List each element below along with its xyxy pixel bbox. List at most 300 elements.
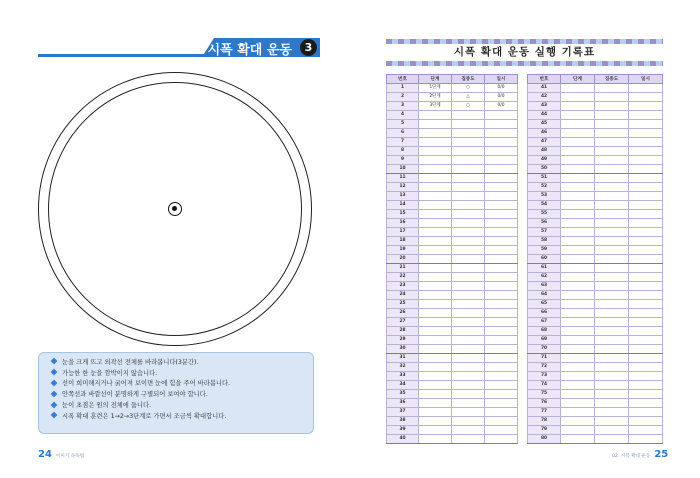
table-row: [528, 372, 663, 381]
cell-number: 1: [387, 84, 419, 93]
cell-stage: [561, 102, 595, 111]
cell-date: [485, 291, 518, 300]
table-row: [528, 417, 663, 426]
cell-focus: [595, 165, 629, 174]
cell-stage: [561, 327, 595, 336]
cell-number: 56: [528, 219, 561, 228]
table-row: [387, 174, 518, 183]
table-row: [528, 237, 663, 246]
diamond-bullet-icon: [51, 412, 58, 419]
cell-focus: [452, 219, 485, 228]
cell-number: 2: [387, 93, 419, 102]
cell-stage: [419, 174, 452, 183]
cell-focus: [595, 174, 629, 183]
cell-stage: [419, 111, 452, 120]
cell-focus: [452, 354, 485, 363]
cell-focus: [452, 129, 485, 138]
cell-date: [485, 138, 518, 147]
cell-number: 40: [387, 435, 419, 444]
table-row: [528, 363, 663, 372]
table-row: [387, 183, 518, 192]
cell-number: 22: [387, 273, 419, 282]
cell-number: 55: [528, 210, 561, 219]
table-row: [528, 111, 663, 120]
cell-number: 72: [528, 363, 561, 372]
cell-number: 9: [387, 156, 419, 165]
cell-stage: [561, 264, 595, 273]
cell-stage: 2단계: [419, 93, 452, 102]
cell-stage: [561, 426, 595, 435]
cell-number: 21: [387, 264, 419, 273]
cell-date: [485, 381, 518, 390]
cell-stage: [419, 273, 452, 282]
cell-number: 51: [528, 174, 561, 183]
cell-stage: [561, 120, 595, 129]
visual-span-circle: [38, 72, 312, 346]
cell-stage: [561, 138, 595, 147]
cell-date: [629, 399, 663, 408]
cell-stage: [419, 255, 452, 264]
cell-date: [485, 165, 518, 174]
cell-stage: [561, 273, 595, 282]
cell-date: [485, 129, 518, 138]
cell-date: [485, 147, 518, 156]
cell-date: [629, 147, 663, 156]
cell-stage: [419, 219, 452, 228]
cell-number: 41: [528, 84, 561, 93]
cell-date: [629, 228, 663, 237]
diamond-bullet-icon: [51, 401, 58, 408]
table-row: [528, 318, 663, 327]
cell-stage: [419, 327, 452, 336]
cell-number: 6: [387, 129, 419, 138]
cell-focus: [595, 408, 629, 417]
cell-date: [629, 102, 663, 111]
cell-focus: [595, 93, 629, 102]
cell-date: [629, 327, 663, 336]
instruction-text: 안쪽선과 바깥선이 분명하게 구별되어 보여야 합니다.: [62, 391, 208, 399]
cell-stage: [561, 165, 595, 174]
cell-number: 18: [387, 237, 419, 246]
cell-date: [485, 390, 518, 399]
cell-stage: [561, 84, 595, 93]
cell-number: 62: [528, 273, 561, 282]
cell-date: [629, 183, 663, 192]
header-date: 일시: [485, 75, 518, 84]
instruction-item: [51, 356, 305, 367]
cell-number: 70: [528, 345, 561, 354]
page-number: 24: [38, 449, 52, 460]
section-banner: [38, 38, 320, 58]
record-table-left: [386, 74, 518, 444]
table-row: [528, 327, 663, 336]
cell-number: 8: [387, 147, 419, 156]
cell-stage: [419, 147, 452, 156]
cell-stage: [561, 255, 595, 264]
cell-focus: [595, 381, 629, 390]
table-row: [387, 138, 518, 147]
cell-date: [485, 255, 518, 264]
instruction-item: [51, 388, 305, 399]
cell-date: [485, 120, 518, 129]
cell-date: [485, 309, 518, 318]
cell-date: [485, 237, 518, 246]
header-number: 번호: [528, 75, 561, 84]
table-row: [387, 273, 518, 282]
cell-date: [485, 246, 518, 255]
cell-focus: [452, 291, 485, 300]
cell-number: 35: [387, 390, 419, 399]
cell-stage: [419, 408, 452, 417]
cell-focus: [452, 192, 485, 201]
cell-number: 29: [387, 336, 419, 345]
table-row: [528, 201, 663, 210]
header-focus: 집중도: [595, 75, 629, 84]
table-row: [528, 93, 663, 102]
cell-number: 61: [528, 264, 561, 273]
cell-focus: [595, 84, 629, 93]
cell-stage: [561, 408, 595, 417]
cell-date: [629, 255, 663, 264]
cell-number: 68: [528, 327, 561, 336]
cell-stage: [419, 336, 452, 345]
cell-number: 38: [387, 417, 419, 426]
cell-stage: [561, 372, 595, 381]
table-row: [528, 354, 663, 363]
cell-date: [629, 336, 663, 345]
instruction-item: [51, 378, 305, 389]
cell-stage: [419, 120, 452, 129]
cell-date: [485, 201, 518, 210]
cell-date: [485, 192, 518, 201]
table-row: [387, 318, 518, 327]
cell-stage: [561, 147, 595, 156]
table-row: [387, 327, 518, 336]
table-row: [387, 255, 518, 264]
cell-number: 17: [387, 228, 419, 237]
cell-date: [629, 192, 663, 201]
table-row: [528, 381, 663, 390]
cell-focus: [595, 138, 629, 147]
cell-stage: [561, 129, 595, 138]
cell-focus: [452, 282, 485, 291]
cell-date: [485, 354, 518, 363]
table-row: [387, 210, 518, 219]
cell-focus: [595, 237, 629, 246]
cell-date: [629, 210, 663, 219]
cell-number: 32: [387, 363, 419, 372]
cell-focus: [595, 309, 629, 318]
cell-number: 4: [387, 111, 419, 120]
table-header-row: [528, 75, 663, 84]
cell-stage: [561, 93, 595, 102]
cell-stage: [561, 210, 595, 219]
cell-date: [485, 399, 518, 408]
cell-number: 20: [387, 255, 419, 264]
cell-date: [485, 345, 518, 354]
cell-number: 57: [528, 228, 561, 237]
cell-stage: [419, 372, 452, 381]
cell-focus: [595, 426, 629, 435]
cell-date: [629, 345, 663, 354]
table-row: [528, 408, 663, 417]
table-row: [387, 381, 518, 390]
cell-focus: [595, 246, 629, 255]
page-title: 시폭 확대 운동: [207, 43, 292, 58]
cell-focus: [595, 282, 629, 291]
cell-date: [485, 435, 518, 444]
instruction-text: 선이 희미해지거나 굵어져 보이면 눈에 힘을 주어 바라봅니다.: [62, 380, 231, 388]
cell-date: [629, 219, 663, 228]
cell-stage: [419, 246, 452, 255]
cell-stage: [419, 399, 452, 408]
cell-number: 36: [387, 399, 419, 408]
cell-stage: [561, 363, 595, 372]
cell-number: 44: [528, 111, 561, 120]
table-row: [387, 300, 518, 309]
cell-focus: [595, 372, 629, 381]
cell-focus: [595, 354, 629, 363]
table-row: [528, 138, 663, 147]
instruction-text: 눈을 크게 뜨고 외곽선 전체를 바라봅니다(3분간).: [62, 358, 199, 366]
table-row: [528, 309, 663, 318]
cell-number: 63: [528, 282, 561, 291]
cell-focus: [452, 399, 485, 408]
cell-number: 23: [387, 282, 419, 291]
table-row: [387, 228, 518, 237]
cell-focus: [595, 318, 629, 327]
cell-number: 77: [528, 408, 561, 417]
cell-stage: [419, 201, 452, 210]
cell-number: 59: [528, 246, 561, 255]
cell-focus: [595, 156, 629, 165]
cell-number: 58: [528, 237, 561, 246]
cell-stage: [561, 309, 595, 318]
cell-number: 53: [528, 192, 561, 201]
cell-date: [629, 138, 663, 147]
cell-stage: [561, 435, 595, 444]
cell-date: [485, 336, 518, 345]
cell-date: [629, 120, 663, 129]
cell-stage: [419, 381, 452, 390]
header-date: 일시: [629, 75, 663, 84]
cell-stage: [419, 354, 452, 363]
table-row: [387, 237, 518, 246]
record-table-right: [527, 74, 663, 444]
table-row: [528, 345, 663, 354]
cell-focus: [452, 246, 485, 255]
cell-focus: [595, 183, 629, 192]
cell-stage: [561, 237, 595, 246]
table-row: [528, 399, 663, 408]
cell-focus: [452, 273, 485, 282]
cell-focus: [595, 300, 629, 309]
cell-date: [629, 408, 663, 417]
cell-date: [485, 372, 518, 381]
cell-number: 78: [528, 417, 561, 426]
cell-number: 33: [387, 372, 419, 381]
cell-focus: [595, 120, 629, 129]
cell-stage: [419, 165, 452, 174]
cell-date: [485, 300, 518, 309]
cell-date: [485, 156, 518, 165]
cell-number: 31: [387, 354, 419, 363]
cell-focus: [452, 120, 485, 129]
cell-focus: [452, 264, 485, 273]
cell-date: [629, 165, 663, 174]
cell-date: [485, 282, 518, 291]
table-row: [528, 255, 663, 264]
cell-stage: [419, 390, 452, 399]
cell-date: 0/0: [485, 84, 518, 93]
cell-date: [629, 435, 663, 444]
footer-label: 이미지 속독법: [55, 454, 85, 459]
cell-date: [485, 273, 518, 282]
table-row: [528, 273, 663, 282]
cell-focus: [452, 363, 485, 372]
cell-date: [485, 318, 518, 327]
cell-focus: [452, 156, 485, 165]
cell-focus: [595, 228, 629, 237]
table-row: [387, 129, 518, 138]
table-row: [528, 246, 663, 255]
cell-focus: [452, 183, 485, 192]
cell-date: [485, 327, 518, 336]
cell-date: [629, 84, 663, 93]
cell-number: 15: [387, 210, 419, 219]
diamond-bullet-icon: [51, 380, 58, 387]
table-row: [387, 399, 518, 408]
cell-date: [629, 417, 663, 426]
table-row: [387, 93, 518, 102]
cell-focus: [595, 201, 629, 210]
cell-date: [485, 426, 518, 435]
cell-date: [629, 174, 663, 183]
cell-stage: [561, 282, 595, 291]
cell-stage: [419, 318, 452, 327]
cell-date: [629, 201, 663, 210]
cell-focus: [452, 345, 485, 354]
cell-stage: [419, 183, 452, 192]
table-row: [528, 174, 663, 183]
cell-stage: [561, 228, 595, 237]
cell-focus: [452, 309, 485, 318]
table-row: [387, 354, 518, 363]
cell-number: 80: [528, 435, 561, 444]
table-row: [387, 246, 518, 255]
table-row: [387, 102, 518, 111]
cell-focus: [595, 327, 629, 336]
cell-stage: [419, 435, 452, 444]
cell-date: [629, 264, 663, 273]
record-sheet-title: 시폭 확대 운동 실행 기록표: [386, 44, 663, 61]
cell-focus: [595, 273, 629, 282]
cell-stage: [419, 300, 452, 309]
cell-date: [629, 246, 663, 255]
table-row: [387, 390, 518, 399]
cell-stage: [561, 246, 595, 255]
cell-number: 13: [387, 192, 419, 201]
cell-stage: [419, 156, 452, 165]
cell-number: 43: [528, 102, 561, 111]
cell-number: 75: [528, 390, 561, 399]
cell-number: 28: [387, 327, 419, 336]
table-row: [387, 201, 518, 210]
right-footer: [612, 449, 668, 460]
instruction-item: [51, 367, 305, 378]
cell-focus: [452, 372, 485, 381]
cell-number: 5: [387, 120, 419, 129]
cell-number: 69: [528, 336, 561, 345]
cell-date: [629, 291, 663, 300]
cell-number: 52: [528, 183, 561, 192]
cell-number: 76: [528, 399, 561, 408]
table-row: [387, 408, 518, 417]
cell-stage: [419, 282, 452, 291]
cell-focus: [452, 237, 485, 246]
cell-stage: [561, 399, 595, 408]
cell-focus: [595, 291, 629, 300]
cell-focus: [452, 201, 485, 210]
instruction-item: [51, 399, 305, 410]
table-row: [387, 120, 518, 129]
instruction-item: [51, 410, 305, 421]
cell-stage: [419, 237, 452, 246]
cell-number: 64: [528, 291, 561, 300]
cell-number: 26: [387, 309, 419, 318]
cell-stage: [561, 300, 595, 309]
cell-number: 14: [387, 201, 419, 210]
table-row: [387, 147, 518, 156]
cell-focus: [452, 300, 485, 309]
cell-date: [629, 363, 663, 372]
table-row: [528, 336, 663, 345]
cell-focus: [452, 327, 485, 336]
table-row: [528, 228, 663, 237]
cell-focus: [452, 426, 485, 435]
cell-stage: [419, 345, 452, 354]
cell-focus: [595, 363, 629, 372]
cell-focus: [452, 318, 485, 327]
cell-stage: [419, 138, 452, 147]
cell-focus: [452, 228, 485, 237]
table-row: [387, 372, 518, 381]
cell-focus: [595, 336, 629, 345]
cell-stage: [561, 183, 595, 192]
cell-focus: [452, 210, 485, 219]
cell-number: 49: [528, 156, 561, 165]
cell-date: [629, 372, 663, 381]
cell-stage: [561, 381, 595, 390]
cell-date: 0/0: [485, 93, 518, 102]
cell-focus: ○: [452, 84, 485, 93]
cell-date: [629, 426, 663, 435]
cell-focus: [452, 417, 485, 426]
cell-number: 67: [528, 318, 561, 327]
table-row: [387, 264, 518, 273]
page-number: 25: [654, 449, 669, 460]
table-row: [528, 210, 663, 219]
cell-stage: [419, 417, 452, 426]
cell-date: [485, 174, 518, 183]
cell-number: 42: [528, 93, 561, 102]
cell-number: 45: [528, 120, 561, 129]
cell-stage: 1단계: [419, 84, 452, 93]
table-row: [528, 120, 663, 129]
table-row: [387, 291, 518, 300]
cell-focus: [452, 111, 485, 120]
header-stage: 단계: [419, 75, 452, 84]
